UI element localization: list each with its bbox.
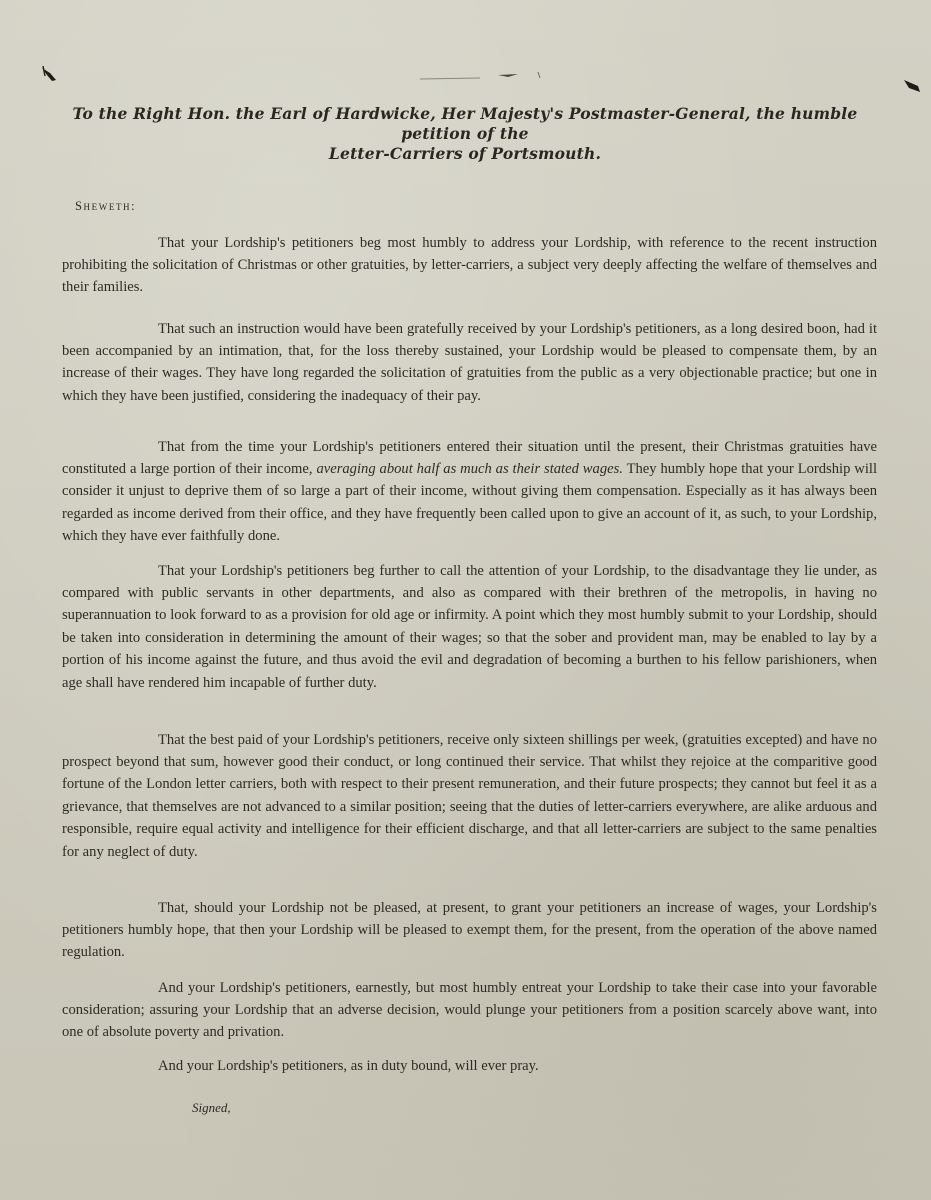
- title-line-1: To the Right Hon. the Earl of Hardwicke, Her Majesty's Postmaster-General, the humble petition of the: [72, 104, 858, 143]
- signed-label: Signed,: [192, 1100, 231, 1115]
- paragraph-3-text-a: That from the time your Lordship's petitioners entered their situation until the present, their Christmas gratuities have constituted a large portion of their income,: [62, 438, 877, 477]
- paragraph-6: That, should your Lordship not be pleased, at present, to grant your petitioners an increase of wages, your Lordship's petitioners humbly hope, that then your Lordship will be pleased to exempt them, for the present, from the operation of the above named regulation.: [62, 899, 877, 961]
- salutation: Sheweth:: [75, 199, 137, 213]
- paragraph-3-emphasis: averaging about half as much as their stated wages.: [316, 461, 623, 477]
- paragraph-8: And your Lordship's petitioners, as in duty bound, will ever pray.: [158, 1057, 539, 1074]
- paragraph-4: That your Lordship's petitioners beg further to call the attention of your Lordship, to the disadvantage they lie under, as compared with public servants in other departments, and also as compared with their brethren of the metropolis, in having no superannuation to look forward to as a provision for old age or infirmity. A point which they most humbly submit to your Lordship, should be taken into consideration in determining the amount of their wages; so that the sober and provident man, may be enabled to lay by a portion of his income against the future, and thus avoid the evil and degradation of becoming a burthen to his fellow parishioners, when age shall have rendered him incapable of further duty.: [62, 562, 877, 691]
- petition-title: [60, 104, 870, 164]
- ink-mark-top-right: [900, 74, 924, 96]
- paragraph-5: That the best paid of your Lordship's petitioners, receive only sixteen shillings per week, (gratuities excepted) and have no prospect beyond that sum, however good their conduct, or long continued their service. That whilst they rejoice at the comparitive good fortune of the London letter carriers, both with respect to their present remuneration, and their future prospects; they cannot but feel it as a grievance, that themselves are not advanced to a similar position; seeing that the duties of letter-carriers everywhere, are alike arduous and responsible, require equal activity and intelligence for their efficient discharge, and that all letter-carriers are subject to the same penalties for any neglect of duty.: [62, 731, 877, 860]
- paper-crease-top: [420, 70, 550, 84]
- paragraph-1: That your Lordship's petitioners beg most humbly to address your Lordship, with reference to the recent instruction prohibiting the solicitation of Christmas or other gratuities, by letter-carriers, a subject very deeply affecting the welfare of themselves and their families.: [62, 234, 877, 296]
- paragraph-3: [62, 436, 877, 548]
- paragraph-2: That such an instruction would have been gratefully received by your Lordship's petitioners, as a long desired boon, had it been accompanied by an intimation, that, for the loss thereby sustained, your Lordship would be pleased to compensate them, by an increase of their wages. They have long regarded the solicitation of gratuities from the public as a very objectionable practice; but one in which they have been justified, considering the inadequacy of their pay.: [62, 320, 877, 404]
- title-line-2: Letter-Carriers of Portsmouth.: [328, 144, 602, 163]
- ink-mark-top-left: [40, 64, 62, 84]
- paragraph-3-text-b: They humbly hope that your Lordship will consider it unjust to deprive them of so large a part of their income, without giving them compensation. Especially as it has always been regarded as income derived from their office, and they have frequently been called upon to give an account of it, as such, to your Lordship, which they have ever faithfully done.: [62, 461, 877, 545]
- paragraph-7: And your Lordship's petitioners, earnestly, but most humbly entreat your Lordship to take their case into your favorable consideration; assuring your Lordship that an adverse decision, would plunge your petitioners from a position scarcely above want, into one of absolute poverty and privation.: [62, 979, 877, 1041]
